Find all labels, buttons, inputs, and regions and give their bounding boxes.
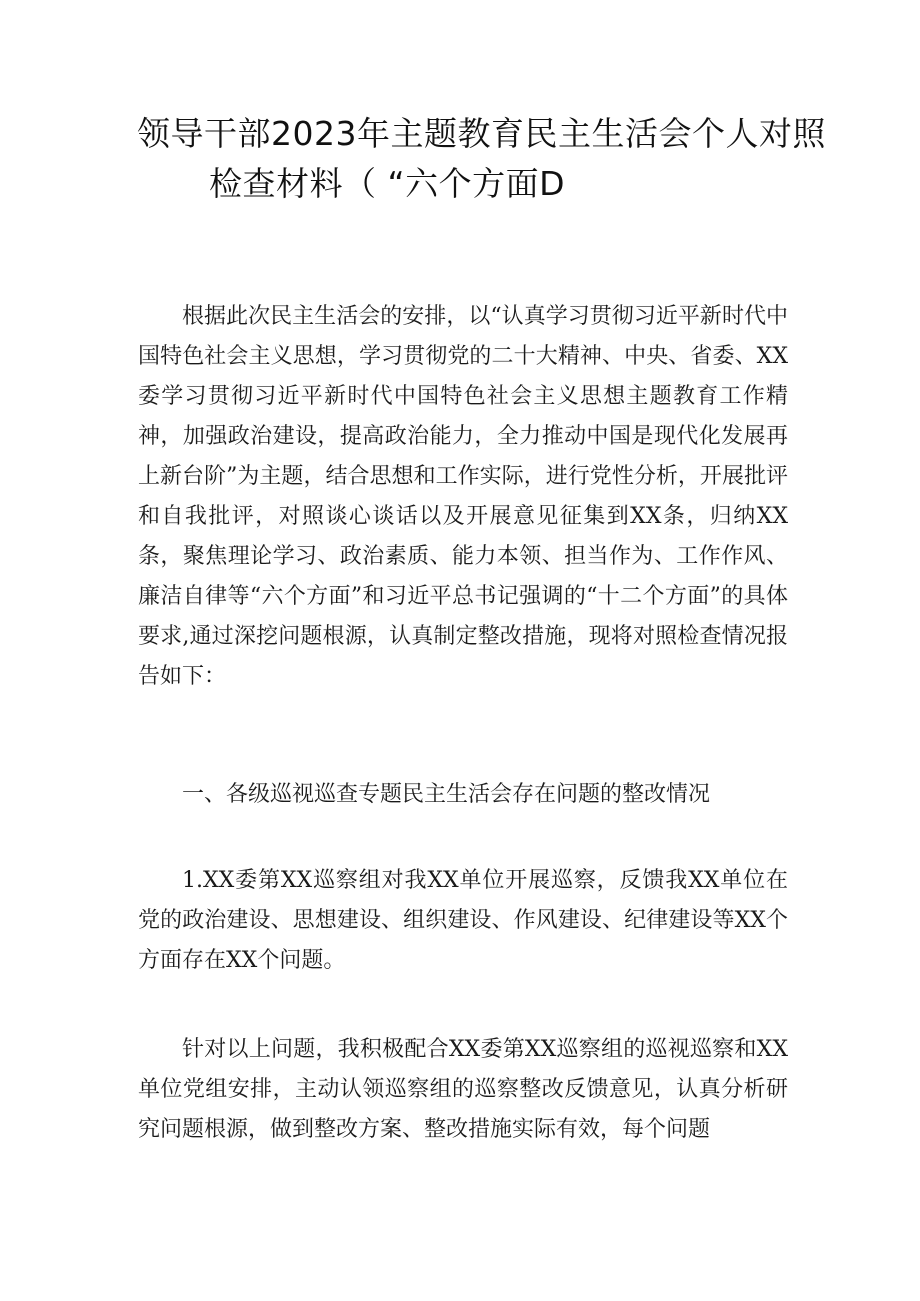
- section-item-1: 1.XX委第XX巡察组对我XX单位开展巡察，反馈我XX单位在党的政治建设、思想建设、组织建设、作风建设、纪律建设等XX个方面存在XX个问题。: [138, 868, 788, 973]
- response-paragraph: 针对以上问题，我积极配合XX委第XX巡察组的巡视巡察和XX单位党组安排，主动认领巡察组的巡察整改反馈意见，认真分析研究问题根源，做到整改方案、整改措施实际有效，每个问题: [138, 1037, 788, 1142]
- section-heading-1: 一、各级巡视巡查专题民主生活会存在问题的整改情况: [182, 782, 711, 807]
- document-title-line-2: 检查材料（ “六个方面D: [209, 164, 565, 203]
- intro-paragraph: 根据此次民主生活会的安排，以“认真学习贯彻习近平新时代中国特色社会主义思想，学习贯彻党的二十大精神、中央、省委、XX委学习贯彻习近平新时代中国特色社会主义思想主题教育工作精神，加强政治建设，提高政治能力，全力推动中国是现代化发展再上新台阶”为主题，结合思想和工作实际，进行党性分析，开展批评和自我批评，对照谈心谈话以及开展意见征集到XX条，归纳XX条，聚焦理论学习、政治素质、能力本领、担当作为、工作作风、廉洁自律等“六个方面”和习近平总书记强调的“十二个方面”的具体要求,通过深挖问题根源，认真制定整改措施，现将对照检查情况报告如下：: [138, 304, 788, 689]
- document-title-line-1: 领导干部2023年主题教育民主生活会个人对照: [137, 114, 826, 153]
